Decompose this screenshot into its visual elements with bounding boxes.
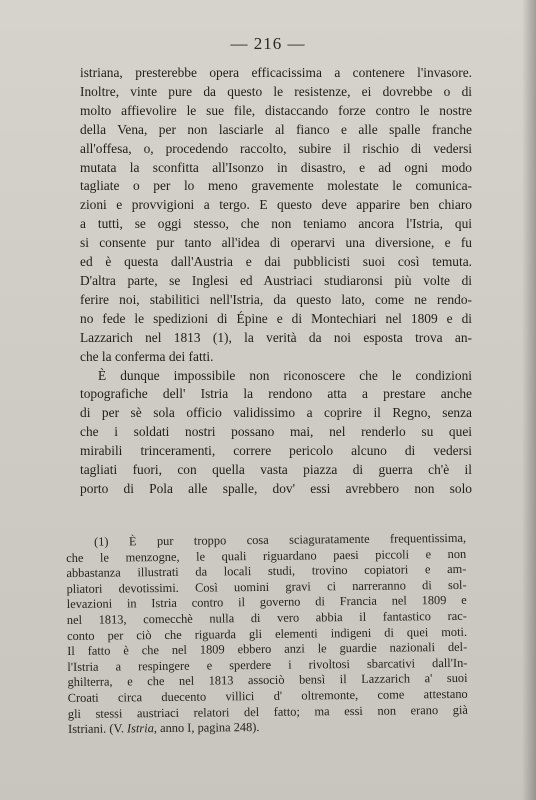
body-line: della Vena, per non lasciarle al fianco e alle spalle franche — [80, 121, 472, 137]
footnote-line: ghilterra, e che nel 1813 associò bensì il Lazzarich a' suoi — [67, 671, 468, 690]
body-text — [80, 64, 472, 499]
footnote — [66, 531, 468, 738]
body-line: istriana, presterebbe opera efficacissima a contenere l'invasore. — [80, 65, 472, 80]
body-line: mirabili trinceramenti, correre pericolo alcuno di vedersi — [80, 443, 472, 459]
body-line: mutata la sconfitta all'Isonzo in disastro, e ad ogni modo — [80, 159, 472, 175]
body-line: che la conferma dei fatti. — [80, 348, 214, 364]
footnote-line: l'Istria a respingere e sperdere i rivoltosi sbarcativi dall'In- — [67, 655, 468, 674]
body-line: zioni e provvigioni a tergo. E questo deve apparire ben chiaro — [80, 197, 472, 213]
body-line: che i soldati nostri possano mai, nel renderlo su quei — [80, 424, 472, 440]
body-line: Lazzarich nel 1813 (1), la verità da noi esposta trova an- — [80, 329, 472, 345]
footnote-line: Il fatto è che nel 1809 ebbero anzi le guardie nazionali del- — [67, 639, 468, 659]
page-number: — 216 — — [230, 34, 306, 53]
body-line: porto di Pola alle spalle, dov' essi avrebbero non solo — [80, 480, 472, 496]
body-line: È dunque impossibile non riconoscere che le condizioni — [98, 367, 472, 383]
footnote-line: pliatori devotissimi. Così uomini gravi ci narreranno di sol- — [66, 577, 467, 596]
citation-prefix: Istriani. (V. — [67, 721, 128, 737]
footnote-line: (1) È pur troppo cosa sciaguratamente frequentissima, — [93, 530, 467, 549]
body-line: topografiche dell' Istria la rendono atta a prestare anche — [80, 386, 472, 402]
body-line: molto affievolire le sue file, distaccando forze contro le nostre — [80, 102, 472, 118]
body-line: D'altra parte, se Inglesi ed Austriaci studiaronsi più volte di — [80, 272, 472, 288]
footnote-line: conto per ciò che riguarda gli elementi indigeni di quei moti. — [66, 624, 468, 643]
body-line: Inoltre, vinte pure da questo le resistenze, ei dovrebbe o di — [80, 83, 472, 99]
body-line: ed è questa dall'Austria e dai pubblicisti suoi così temuta. — [80, 254, 472, 270]
body-line: no fede le spedizioni di Épine e di Montechiari nel 1809 e di — [80, 310, 472, 326]
footnote-line: nel 1813, comecchè nulla di vero abbia il fantastico rac- — [66, 608, 467, 627]
body-line: ferire noi, stabilitici nell'Istria, da questo lato, come ne rendo- — [80, 291, 472, 307]
citation-suffix: , anno I, pagina 248). — [153, 720, 260, 736]
page-edge-shadow — [522, 0, 536, 800]
footnote-line: abbastanza illustrati da locali studi, trovino copiatori e am- — [66, 561, 467, 581]
body-line: all'offesa, o, procedendo raccolto, subire il rischio di vedersi — [80, 140, 472, 156]
footnote-line: Croati circa duecento villici d' oltremonte, come attestano — [67, 686, 468, 705]
body-line: si consente pur tanto all'idea di operarvi una diversione, e fu — [80, 235, 472, 251]
footnote-line: gli stessi austriaci relatori del fatto; ma essi non erano già — [67, 702, 468, 721]
body-line: a tutti, se oggi stesso, che non teniamo ancora l'Istria, qui — [80, 216, 472, 232]
footnote-line-citation — [68, 718, 468, 738]
body-line: di per sè sola officio validissimo a coprire il Regno, senza — [80, 405, 472, 421]
footnote-line: levazioni in Istria contro il governo di Francia nel 1809 e — [66, 593, 467, 612]
body-line: tagliate o per lo meno gravemente molestate le comunica- — [80, 178, 472, 194]
footnote-line: che le menzogne, le quali riguardano paesi piccoli e non — [66, 546, 467, 565]
body-line: tagliati fuori, con quella vasta piazza di guerra ch'è il — [80, 462, 472, 478]
citation-title: Istria — [126, 721, 154, 736]
